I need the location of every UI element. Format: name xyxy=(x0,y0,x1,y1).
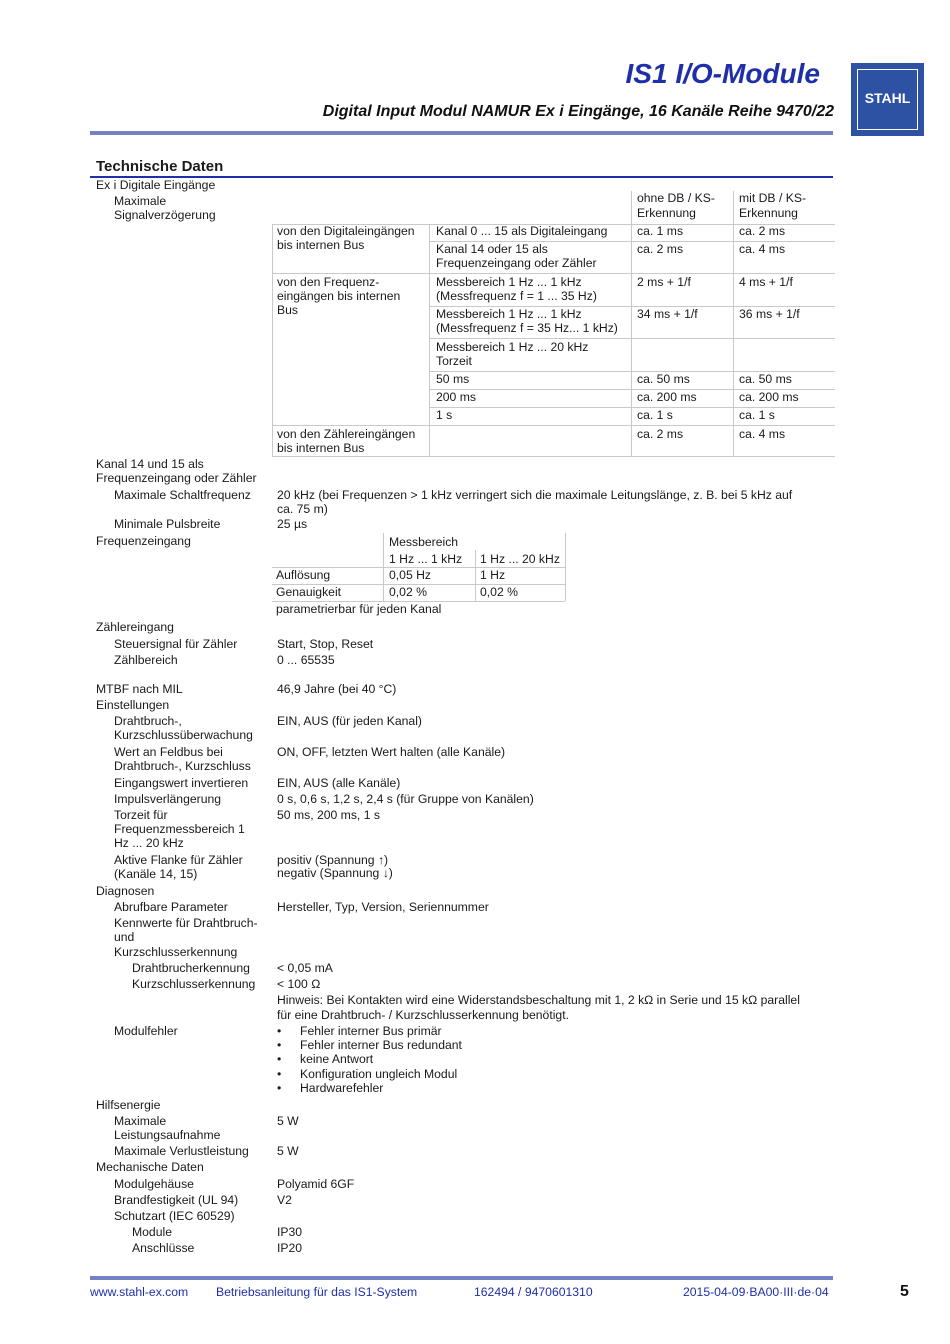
col-head-without-2: Erkennung xyxy=(637,206,696,220)
max-freq-value-2: ca. 75 m) xyxy=(277,502,328,516)
setting-value: positiv (Spannung ↑) xyxy=(277,853,389,867)
table-grid-line xyxy=(272,273,835,274)
module-error-label: Modulfehler xyxy=(114,1024,178,1038)
header-rule xyxy=(90,131,833,135)
mechanical-sub-value: IP20 xyxy=(277,1241,303,1255)
freq-cond-4: 50 ms xyxy=(436,372,470,386)
wire-break-label: Drahtbrucherkennung xyxy=(132,961,250,975)
setting-name: Torzeit für xyxy=(114,808,168,822)
params-value: Hersteller, Typ, Version, Seriennummer xyxy=(277,900,489,914)
module-error-item xyxy=(277,1067,457,1082)
freq-without-6: ca. 1 s xyxy=(637,408,673,422)
setting-name: Eingangswert invertieren xyxy=(114,776,249,790)
table-grid-line xyxy=(429,338,835,339)
mtbf-value: 46,9 Jahre (bei 40 °C) xyxy=(277,682,397,696)
freq-source-3: Bus xyxy=(277,303,299,317)
freq-with-2: 36 ms + 1/f xyxy=(739,307,800,321)
table-grid-line xyxy=(429,224,430,457)
freq-with-4: ca. 50 ms xyxy=(739,372,792,386)
freq-cond-6: 1 s xyxy=(436,408,453,422)
module-error-text: Fehler interner Bus primär xyxy=(300,1024,442,1038)
signal-delay-label-2: Signalverzögerung xyxy=(114,208,216,222)
setting-value: negativ (Spannung ↓) xyxy=(277,866,393,880)
settings-label: Einstellungen xyxy=(96,698,170,712)
bullet-icon: • xyxy=(277,1052,282,1066)
short-value: < 100 Ω xyxy=(277,977,321,991)
footer-manual: Betriebsanleitung für das IS1-System xyxy=(216,1285,418,1299)
digital-cond-2b: Frequenzeingang oder Zähler xyxy=(436,256,597,270)
freq-input-label: Frequenzeingang xyxy=(96,534,191,548)
accuracy-label: Genauigkeit xyxy=(276,585,342,599)
digital-with-1: ca. 2 ms xyxy=(739,224,786,238)
digital-without-2: ca. 2 ms xyxy=(637,242,684,256)
freq-cond-1b: (Messfrequenz f = 1 ... 35 Hz) xyxy=(436,289,597,303)
module-error-item xyxy=(277,1038,462,1053)
mechanical-value: V2 xyxy=(277,1193,292,1207)
detect-label-2: und xyxy=(114,930,135,944)
setting-value: 50 ms, 200 ms, 1 s xyxy=(277,808,380,822)
freq-note: parametrierbar für jeden Kanal xyxy=(276,602,442,616)
counter-without: ca. 2 ms xyxy=(637,427,684,441)
aux-power-name: Maximale Verlustleistung xyxy=(114,1144,249,1158)
wire-break-value: < 0,05 mA xyxy=(277,961,333,975)
module-error-item xyxy=(277,1024,442,1039)
setting-name: Drahtbruch-, xyxy=(114,714,182,728)
freq-cond-3b: Torzeit xyxy=(436,354,472,368)
max-freq-label: Maximale Schaltfrequenz xyxy=(114,488,251,502)
setting-name: Aktive Flanke für Zähler xyxy=(114,853,243,867)
setting-name: Hz ... 20 kHz xyxy=(114,836,184,850)
mechanical-value: Polyamid 6GF xyxy=(277,1177,355,1191)
detect-label-3: Kurzschlusserkennung xyxy=(114,945,238,959)
channel14-label-1: Kanal 14 und 15 als xyxy=(96,457,204,471)
counter-control-label: Steuersignal für Zähler xyxy=(114,637,238,651)
table-grid-line xyxy=(475,550,476,601)
resolution-v2: 1 Hz xyxy=(480,568,506,582)
diagnostics-label: Diagnosen xyxy=(96,884,155,898)
signal-delay-label-1: Maximale xyxy=(114,194,167,208)
stahl-logo xyxy=(851,63,924,136)
aux-power-label: Hilfsenergie xyxy=(96,1098,161,1112)
short-label: Kurzschlusserkennung xyxy=(132,977,256,991)
freq-without-2: 34 ms + 1/f xyxy=(637,307,698,321)
freq-cond-3a: Messbereich 1 Hz ... 20 kHz xyxy=(436,340,589,354)
footer-url[interactable]: www.stahl-ex.com xyxy=(90,1285,189,1299)
freq-without-1: 2 ms + 1/f xyxy=(637,275,691,289)
setting-name: Frequenzmessbereich 1 xyxy=(114,822,245,836)
table-grid-line xyxy=(272,456,835,457)
freq-without-4: ca. 50 ms xyxy=(637,372,690,386)
mechanical-sub-name: Anschlüsse xyxy=(132,1241,195,1255)
table-grid-line xyxy=(565,533,566,601)
page-number: 5 xyxy=(900,1283,909,1300)
digital-cond-1: Kanal 0 ... 15 als Digitaleingang xyxy=(436,224,608,238)
setting-value: EIN, AUS (für jeden Kanal) xyxy=(277,714,422,728)
table-grid-line xyxy=(272,224,273,457)
counter-source-2: bis internen Bus xyxy=(277,441,365,455)
module-error-text: keine Antwort xyxy=(300,1052,374,1066)
group-label-ex-i: Ex i Digitale Eingänge xyxy=(96,178,216,192)
digital-cond-2a: Kanal 14 oder 15 als xyxy=(436,242,548,256)
module-error-text: Fehler interner Bus redundant xyxy=(300,1038,462,1052)
counter-control-value: Start, Stop, Reset xyxy=(277,637,374,651)
mechanical-name: Schutzart (IEC 60529) xyxy=(114,1209,235,1223)
setting-name: Drahtbruch-, Kurzschluss xyxy=(114,759,251,773)
document-subtitle: Digital Input Modul NAMUR Ex i Eingänge, 16 Kanäle Reihe 9470/22 xyxy=(322,103,834,120)
table-grid-line xyxy=(272,425,835,426)
min-pulse-value: 25 µs xyxy=(277,517,308,531)
params-label: Abrufbare Parameter xyxy=(114,900,228,914)
setting-value: ON, OFF, letzten Wert halten (alle Kanäle) xyxy=(277,745,506,759)
freq-without-5: ca. 200 ms xyxy=(637,390,697,404)
footer-rule xyxy=(90,1276,833,1280)
detect-label-1: Kennwerte für Drahtbruch- xyxy=(114,916,258,930)
accuracy-v1: 0,02 % xyxy=(389,585,427,599)
channel14-label-2: Frequenzeingang oder Zähler xyxy=(96,471,257,485)
freq-cond-2a: Messbereich 1 Hz ... 1 kHz xyxy=(436,307,582,321)
freq-cond-5: 200 ms xyxy=(436,390,476,404)
aux-power-name: Leistungsaufnahme xyxy=(114,1128,221,1142)
module-error-text: Hardwarefehler xyxy=(300,1081,384,1095)
document-title: IS1 I/O-Module xyxy=(625,58,820,89)
aux-power-value: 5 W xyxy=(277,1144,299,1158)
col-head-with-2: Erkennung xyxy=(739,206,798,220)
setting-name: Wert an Feldbus bei xyxy=(114,745,223,759)
footer-numbers: 162494 / 9470601310 xyxy=(474,1285,593,1299)
aux-power-name: Maximale xyxy=(114,1114,167,1128)
resolution-label: Auflösung xyxy=(276,568,331,582)
freq-source-2: eingängen bis internen xyxy=(277,289,401,303)
counter-range-value: 0 ... 65535 xyxy=(277,653,335,667)
bullet-icon: • xyxy=(277,1024,282,1038)
mtbf-label: MTBF nach MIL xyxy=(96,682,183,696)
digital-source-1: von den Digitaleingängen xyxy=(277,224,415,238)
freq-range-2: 1 Hz ... 20 kHz xyxy=(480,552,560,566)
col-head-without-1: ohne DB / KS- xyxy=(637,191,715,205)
aux-power-value: 5 W xyxy=(277,1114,299,1128)
freq-cond-2b: (Messfrequenz f = 35 Hz... 1 kHz) xyxy=(436,321,618,335)
mechanical-name: Modulgehäuse xyxy=(114,1177,194,1191)
mechanical-label: Mechanische Daten xyxy=(96,1160,204,1174)
accuracy-v2: 0,02 % xyxy=(480,585,518,599)
freq-range-head: Messbereich xyxy=(389,535,459,549)
setting-name: (Kanäle 14, 15) xyxy=(114,867,198,881)
setting-value: 0 s, 0,6 s, 1,2 s, 2,4 s (für Gruppe von Kanälen) xyxy=(277,792,534,806)
mechanical-sub-name: Module xyxy=(132,1225,172,1239)
bullet-icon: • xyxy=(277,1038,282,1052)
digital-source-2: bis internen Bus xyxy=(277,238,365,252)
freq-with-6: ca. 1 s xyxy=(739,408,775,422)
logo-text: STAHL xyxy=(864,90,911,106)
col-head-with-1: mit DB / KS- xyxy=(739,191,807,205)
freq-with-1: 4 ms + 1/f xyxy=(739,275,793,289)
counter-input-label: Zählereingang xyxy=(96,620,174,634)
freq-range-1: 1 Hz ... 1 kHz xyxy=(389,552,463,566)
table-grid-line xyxy=(733,191,734,457)
freq-cond-1a: Messbereich 1 Hz ... 1 kHz xyxy=(436,275,582,289)
counter-range-label: Zählbereich xyxy=(114,653,178,667)
footer-version: 2015-04-09·BA00·III·de·04 xyxy=(683,1285,829,1299)
freq-source-1: von den Frequenz- xyxy=(277,275,380,289)
freq-with-5: ca. 200 ms xyxy=(739,390,799,404)
bullet-icon: • xyxy=(277,1081,282,1095)
max-freq-value-1: 20 kHz (bei Frequenzen > 1 kHz verringert sich die maximale Leitungslänge, z. B. bei 5 kHz auf xyxy=(277,488,793,502)
setting-name: Kurzschlussüberwachung xyxy=(114,728,253,742)
hint-line-1: Hinweis: Bei Kontakten wird eine Widerstandsbeschaltung mit 1, 2 kΩ in Serie und 15 kΩ parallel xyxy=(277,993,800,1007)
bullet-icon: • xyxy=(277,1067,282,1081)
table-grid-line xyxy=(631,191,632,457)
mechanical-sub-value: IP30 xyxy=(277,1225,303,1239)
setting-name: Impulsverlängerung xyxy=(114,792,222,806)
module-error-item xyxy=(277,1081,383,1096)
digital-with-2: ca. 4 ms xyxy=(739,242,786,256)
mechanical-name: Brandfestigkeit (UL 94) xyxy=(114,1193,239,1207)
counter-with: ca. 4 ms xyxy=(739,427,786,441)
min-pulse-label: Minimale Pulsbreite xyxy=(114,517,221,531)
section-heading: Technische Daten xyxy=(96,158,224,175)
setting-value: EIN, AUS (alle Kanäle) xyxy=(277,776,401,790)
hint-line-2: für eine Drahtbruch- / Kurzschlusserkennung benötigt. xyxy=(277,1008,569,1022)
module-error-text: Konfiguration ungleich Modul xyxy=(300,1067,458,1081)
resolution-v1: 0,05 Hz xyxy=(389,568,432,582)
module-error-item xyxy=(277,1052,373,1067)
counter-source-1: von den Zählereingängen xyxy=(277,427,416,441)
digital-without-1: ca. 1 ms xyxy=(637,224,684,238)
